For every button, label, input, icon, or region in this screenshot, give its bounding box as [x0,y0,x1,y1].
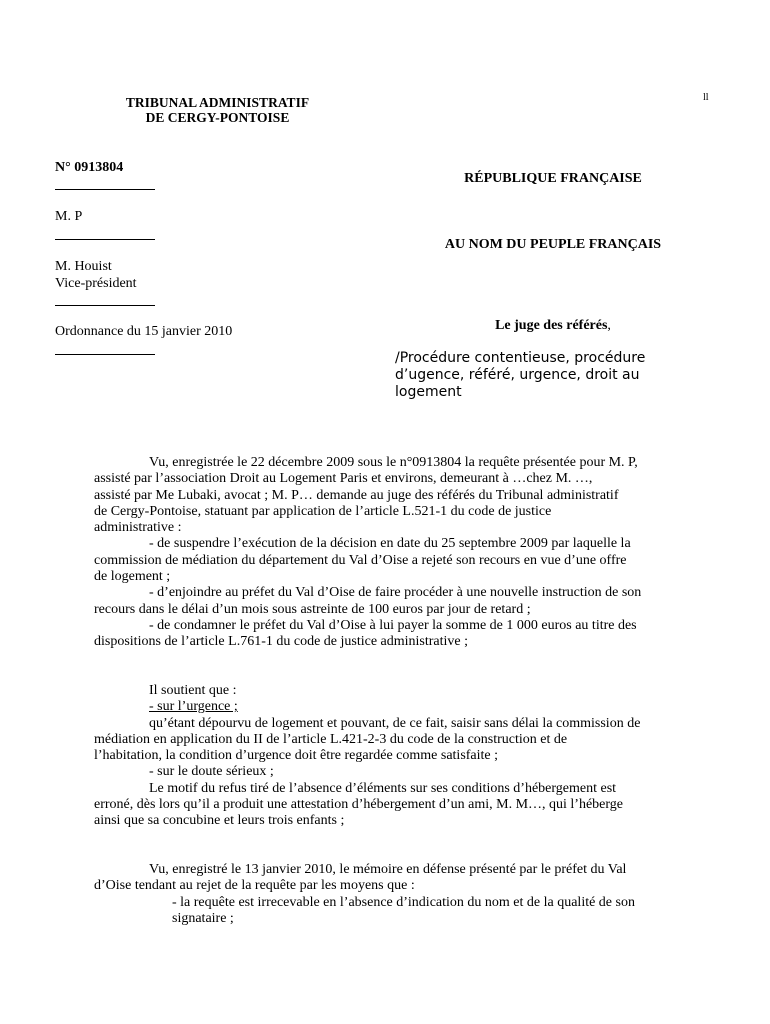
requete-line: de Cergy-Pontoise, statuant par application de l’article L.521-1 du code de justice [94,503,552,519]
moyens-line: erroné, dès lors qu’il a produit une attestation d’hébergement d’un ami, M. M…, qui l’héberge [94,797,624,813]
separator [55,189,155,190]
requete-line: administrative : [94,520,182,536]
party-name: M. P [55,209,83,224]
keywords [395,350,715,401]
conclusion-line: - d’enjoindre au préfet du Val d’Oise de faire procéder à une nouvelle instruction de son [149,585,642,601]
conclusion-line: dispositions de l’article L.761-1 du code de justice administrative ; [94,634,469,650]
separator [55,305,155,306]
defense-line: d’Oise tendant au rejet de la requête par les moyens que : [94,878,415,894]
defense-line: - la requête est irrecevable en l’absence d’indication du nom et de la qualité de son [172,894,635,910]
separator [55,239,155,240]
urgence-heading: - sur l’urgence ; [149,699,238,715]
moyens-line: médiation en application du II de l’article L.421-2-3 du code de la construction et de [94,731,568,747]
keywords-line1: /Procédure contentieuse, procédure [395,350,646,366]
requete-line: assisté par l’association Droit au Logement Paris et environs, demeurant à …chez M. …, [94,471,593,487]
republic-heading: RÉPUBLIQUE FRANÇAISE [464,171,642,186]
separator [55,354,155,355]
judge-name: M. Houist [55,259,112,274]
judge-title: Vice-président [55,276,137,291]
case-number: N° 0913804 [55,160,124,175]
keywords-line3: logement [395,384,462,400]
conclusion-line: recours dans le délai d’un mois sous astreinte de 100 euros par jour de retard ; [94,601,531,617]
moyens-line: Il soutient que : [149,683,237,698]
moyens-line: Le motif du refus tiré de l’absence d’éléments sur ses conditions d’hébergement est [149,780,617,796]
defense-block [94,862,698,927]
moyens-line: ainsi que sa concubine et leurs trois enfants ; [94,813,345,829]
juge-refs-heading [396,318,710,334]
court-name [55,95,380,125]
moyens-block [94,683,698,830]
order-date: Ordonnance du 15 janvier 2010 [55,324,233,339]
juge-refs-suffix: , [607,318,611,333]
requete-line: Vu, enregistrée le 22 décembre 2009 sous le n°0913804 la requête présentée pour M. P, [149,455,638,470]
nom-peuple-heading: AU NOM DU PEUPLE FRANÇAIS [444,237,662,252]
keywords-line2: d’ugence, référé, urgence, droit au [395,367,640,383]
conclusion-line: - de condamner le préfet du Val d’Oise à lui payer la somme de 1 000 euros au titre des [149,617,637,633]
defense-line: Vu, enregistré le 13 janvier 2010, le mémoire en défense présenté par le préfet du Val [149,862,627,877]
moyens-line [94,699,698,715]
page-mark: ll [703,92,709,103]
requete-block [94,455,698,651]
moyens-line: - sur le doute sérieux ; [149,764,274,780]
juge-refs-label: Le juge des référés [495,318,608,333]
requete-line: assisté par Me Lubaki, avocat ; M. P… demande au juge des référés du Tribunal administratif [94,487,619,503]
defense-line: signataire ; [172,910,234,926]
court-name-line1: TRIBUNAL ADMINISTRATIF [125,95,310,110]
moyens-line: l’habitation, la condition d’urgence doit être regardée comme satisfaite ; [94,748,499,764]
court-name-line2: DE CERGY-PONTOISE [145,110,290,125]
moyens-line: qu’étant dépourvu de logement et pouvant, de ce fait, saisir sans délai la commission de [149,715,641,731]
conclusion-line: - de suspendre l’exécution de la décision en date du 25 septembre 2009 par laquelle la [149,536,631,552]
conclusion-line: de logement ; [94,569,171,585]
conclusion-line: commission de médiation du département du Val d’Oise a rejeté son recours en vue d’une offre [94,552,627,568]
